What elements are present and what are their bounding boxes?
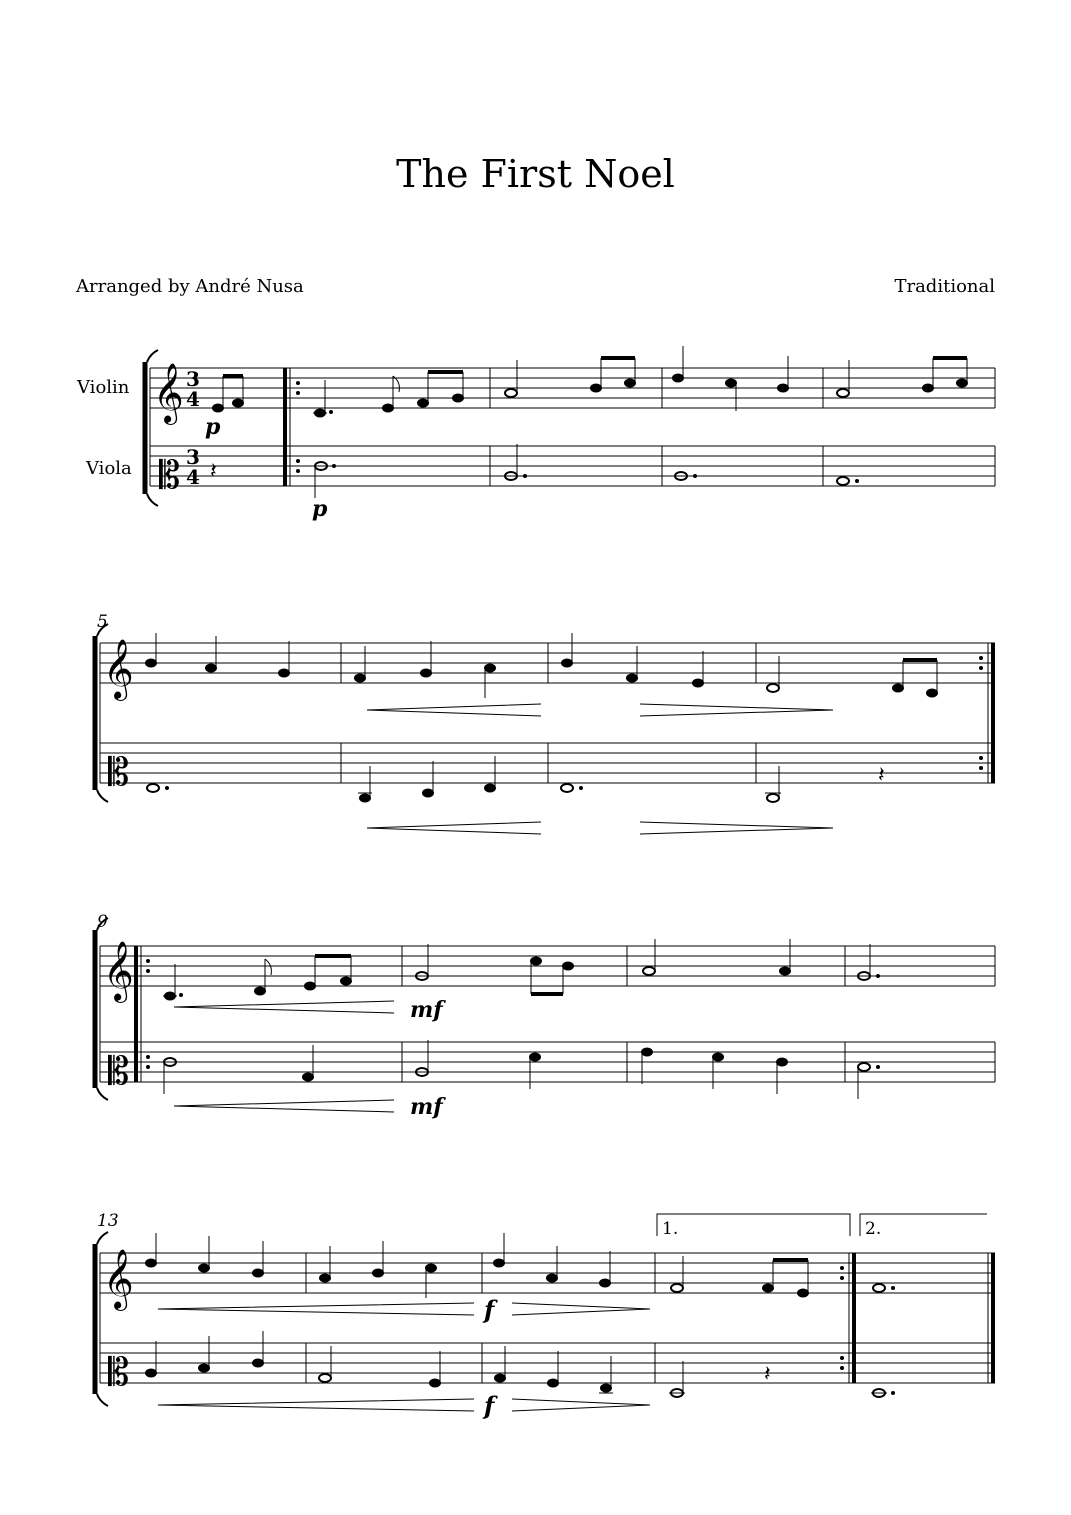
violin-staff bbox=[150, 368, 995, 408]
alto-clef-icon: 𝄡 bbox=[159, 453, 181, 497]
violin-notes-system-4 bbox=[146, 1233, 895, 1298]
dynamic-piano: p bbox=[205, 414, 221, 440]
alto-clef-icon: 𝄡 bbox=[108, 1049, 130, 1093]
dynamic-forte: f bbox=[484, 1391, 495, 1420]
svg-text:𝄽: 𝄽 bbox=[878, 763, 885, 788]
arranger-credit: Arranged by André Nusa bbox=[76, 276, 304, 297]
measure-number: 5 bbox=[97, 612, 108, 632]
viola-notes-system-1 bbox=[210, 444, 859, 498]
svg-text:𝄽: 𝄽 bbox=[764, 1362, 771, 1387]
treble-clef-icon: 𝄞 bbox=[153, 363, 184, 423]
dynamic-mezzo-forte: mf bbox=[410, 1094, 443, 1120]
viola-staff bbox=[150, 446, 995, 486]
system-4 bbox=[95, 1214, 995, 1411]
system-1 bbox=[145, 350, 995, 506]
system-2 bbox=[95, 624, 995, 834]
svg-text:𝄽: 𝄽 bbox=[210, 459, 217, 484]
svg-text:4: 4 bbox=[186, 387, 200, 411]
dynamic-forte: f bbox=[484, 1295, 495, 1324]
dynamic-mezzo-forte: mf bbox=[410, 997, 443, 1023]
system-3 bbox=[95, 918, 995, 1112]
treble-clef-icon: 𝄞 bbox=[103, 1249, 134, 1309]
composer-credit: Traditional bbox=[894, 276, 995, 297]
measure-number: 9 bbox=[97, 912, 108, 932]
time-signature bbox=[186, 367, 200, 489]
dynamic-piano: p bbox=[312, 496, 328, 522]
viola-notes-system-4 bbox=[146, 1331, 895, 1397]
treble-clef-icon: 𝄞 bbox=[103, 639, 134, 699]
svg-text:4: 4 bbox=[186, 465, 200, 489]
alto-clef-icon: 𝄡 bbox=[108, 750, 130, 794]
violin-notes-system-3 bbox=[163, 939, 880, 1000]
measure-number: 13 bbox=[97, 1211, 119, 1231]
viola-notes-system-3 bbox=[164, 1040, 880, 1099]
treble-clef-icon: 𝄞 bbox=[103, 941, 134, 1001]
svg-text:3: 3 bbox=[186, 445, 200, 469]
alto-clef-icon: 𝄡 bbox=[108, 1350, 130, 1394]
second-ending-label: 2. bbox=[865, 1219, 882, 1239]
score-title: The First Noel bbox=[396, 152, 675, 196]
first-ending-label: 1. bbox=[662, 1219, 679, 1239]
violin-label: Violin bbox=[77, 377, 130, 398]
viola-label: Viola bbox=[86, 458, 132, 479]
violin-notes-system-1 bbox=[213, 346, 968, 417]
svg-text:3: 3 bbox=[186, 367, 200, 391]
